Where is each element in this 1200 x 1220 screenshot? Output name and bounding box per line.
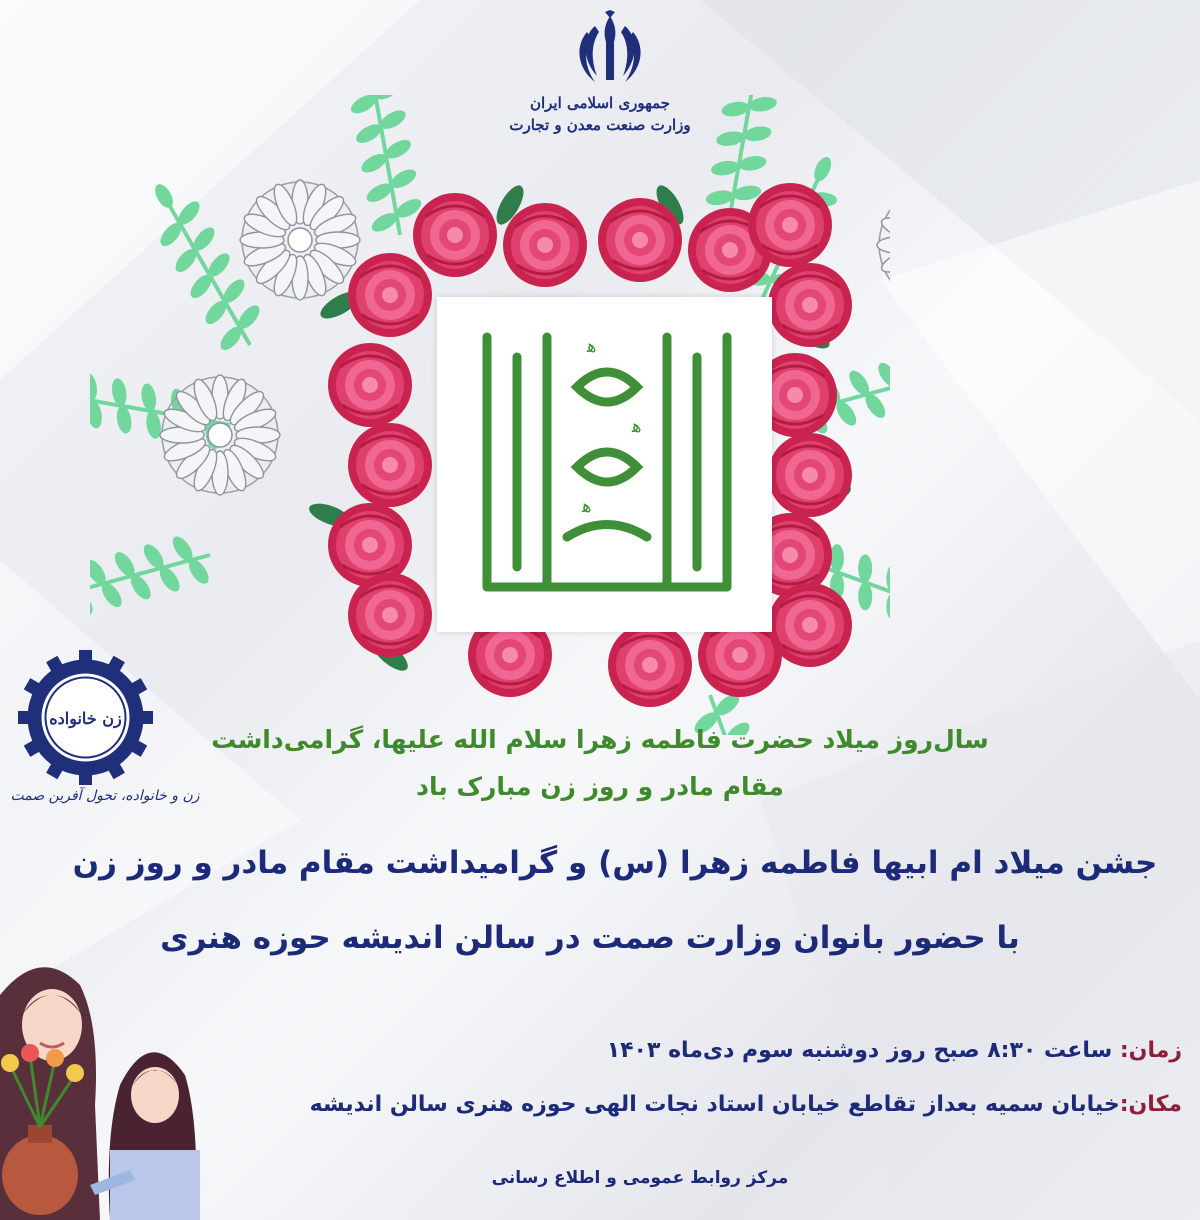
gear-family-logo-icon — [18, 650, 153, 785]
time-label: زمان: — [1119, 1038, 1182, 1063]
event-time-row — [182, 1038, 1182, 1063]
event-place-row — [182, 1092, 1182, 1117]
mother-daughter-illustration-icon — [0, 955, 250, 1220]
family-logo-caption: زن و خانواده، تحول آفرین صمت — [10, 788, 200, 804]
event-title-line-1: جشن میلاد ام ابیها فاطمه زهرا (س) و گرامیداشت مقام مادر و روز زن — [72, 845, 1158, 881]
greeting-line-2: مقام مادر و روز زن مبارک باد — [416, 772, 784, 801]
ministry-line-1: جمهوری اسلامی ایران — [529, 94, 671, 112]
iran-emblem-icon — [565, 10, 655, 90]
place-value: خیابان سمیه بعداز تقاطع خیابان استاد نجات الهی حوزه هنری سالن اندیشه — [309, 1092, 1120, 1117]
calligraphy-card — [437, 297, 772, 632]
svg-text:ﻫ: ﻫ — [582, 496, 592, 517]
time-value: ساعت ۸:۳۰ صبح روز دوشنبه سوم دی‌ماه ۱۴۰۳ — [606, 1038, 1120, 1063]
svg-text:ﻫ: ﻫ — [632, 416, 642, 437]
footer-text: مرکز روابط عمومی و اطلاع رسانی — [491, 1168, 789, 1188]
greeting-line-1: سال‌روز میلاد حضرت فاطمه زهرا سلام الله علیها، گرامی‌داشت — [211, 725, 989, 754]
calligraphy-artwork — [437, 297, 772, 632]
svg-text:ﻫ: ﻫ — [587, 336, 597, 357]
ministry-line-2: وزارت صنعت معدن و تجارت — [509, 116, 691, 134]
place-label: مکان: — [1119, 1092, 1182, 1117]
event-title-line-2: با حضور بانوان وزارت صمت در سالن اندیشه حوزه هنری — [160, 920, 1020, 956]
family-logo-text: زن خانواده — [49, 709, 122, 728]
